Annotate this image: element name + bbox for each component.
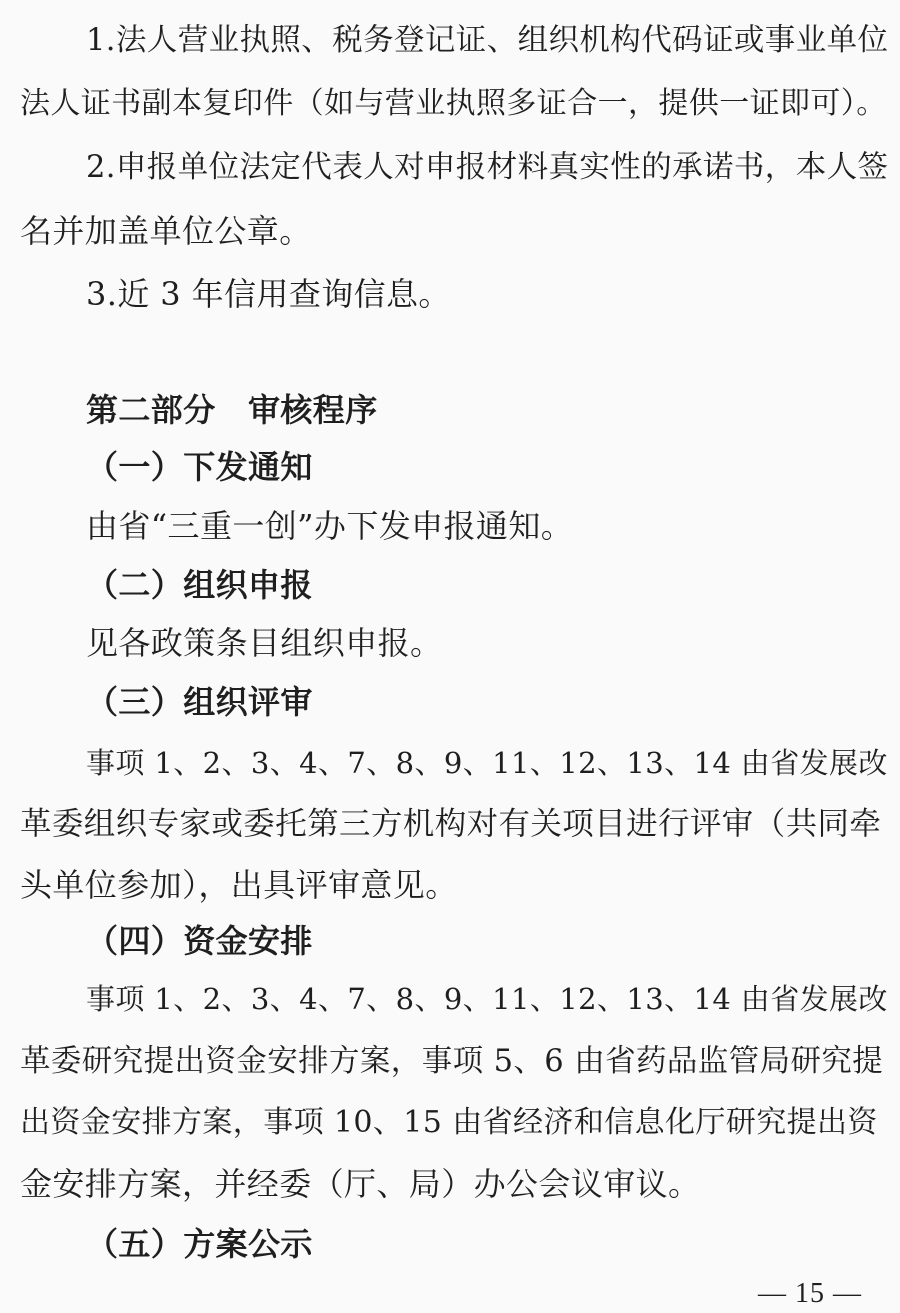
funding-line-1: 事项 1、2、3、4、7、8、9、11、12、13、14 由省发展改 — [86, 982, 888, 1016]
review-line-2: 革委组织专家或委托第三方机构对有关项目进行评审（共同牵 — [20, 806, 882, 842]
funding-line-2: 革委研究提出资金安排方案，事项 5、6 由省药品监管局研究提 — [20, 1044, 884, 1079]
application-line-1: 见各政策条目组织申报。 — [86, 624, 443, 662]
subsection-title-application: （二）组织申报 — [86, 566, 313, 604]
intro-line-4: 名并加盖单位公章。 — [20, 212, 312, 250]
subsection-title-review: （三）组织评审 — [86, 683, 313, 721]
subsection-title-notice: （一）下发通知 — [86, 448, 313, 486]
review-line-3: 头单位参加），出具评审意见。 — [20, 866, 458, 904]
funding-line-3: 出资金安排方案，事项 10、15 由省经济和信息化厅研究提出资 — [20, 1105, 878, 1140]
intro-line-1: 1.法人营业执照、税务登记证、组织机构代码证或事业单位 — [86, 23, 889, 58]
subsection-title-publicity: （五）方案公示 — [86, 1225, 313, 1263]
intro-line-2: 法人证书副本复印件（如与营业执照多证合一，提供一证即可）。 — [20, 86, 887, 121]
page-number: — 15 — — [758, 1278, 862, 1309]
section-title: 第二部分 审核程序 — [86, 391, 378, 429]
notice-line-1: 由省“三重一创”办下发申报通知。 — [86, 507, 574, 545]
funding-line-4: 金安排方案，并经委（厅、局）办公会议审议。 — [20, 1165, 701, 1203]
intro-line-3: 2.申报单位法定代表人对申报材料真实性的承诺书，本人签 — [86, 150, 889, 185]
review-line-1: 事项 1、2、3、4、7、8、9、11、12、13、14 由省发展改 — [86, 746, 888, 780]
intro-line-5: 3.近 3 年信用查询信息。 — [86, 275, 451, 313]
subsection-title-funding: （四）资金安排 — [86, 922, 313, 960]
